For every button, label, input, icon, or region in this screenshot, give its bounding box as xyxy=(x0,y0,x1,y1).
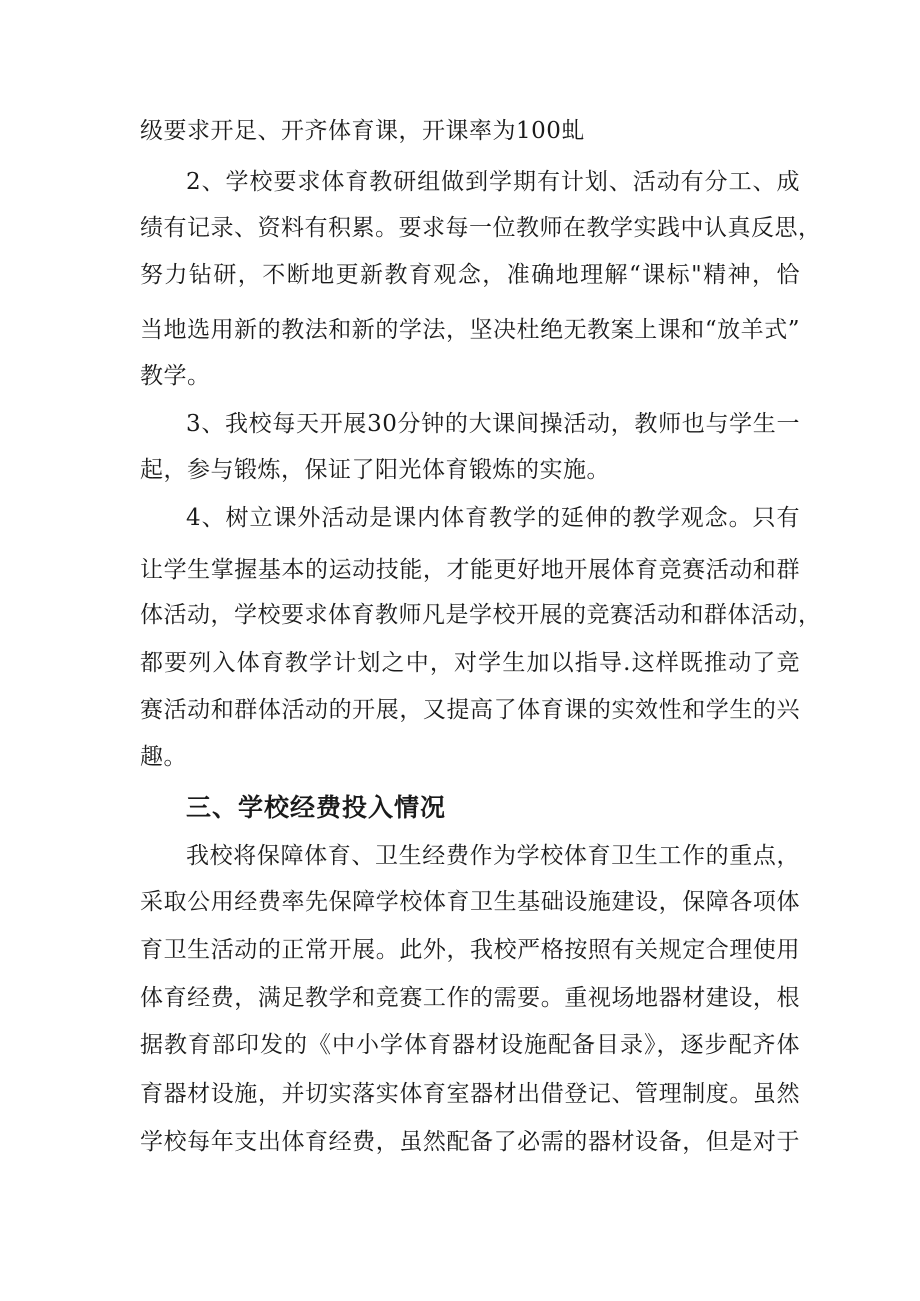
text-line: 教学。 xyxy=(140,363,211,389)
text-line: 趣。 xyxy=(140,744,187,770)
section-heading: 三、学校经费投入情况 xyxy=(186,793,447,822)
text-line: 育卫生活动的正常开展。此外，我校严格按照有关规定合理使用 xyxy=(140,937,800,963)
text-line: 2、学校要求体育教研组做到学期有计划、活动有分工、成 xyxy=(186,169,800,195)
text-line: 采取公用经费率先保障学校体育卫生基础设施建设，保障各项体 xyxy=(140,889,800,915)
text-line: 努力钻研，不断地更新教育观念，准确地理解“课标"精神，恰 xyxy=(140,262,800,288)
text-line: 体育经费，满足教学和竞赛工作的需要。重视场地器材建设，根 xyxy=(140,985,800,1011)
text-line: 3、我校每天开展30分钟的大课间操活动，教师也与学生一 xyxy=(186,411,800,437)
text-line: 让学生掌握基本的运动技能，才能更好地开展体育竞赛活动和群 xyxy=(140,557,800,583)
text-line: 学校每年支出体育经费，虽然配备了必需的器材设备，但是对于 xyxy=(140,1129,800,1155)
text-line: 体活动，学校要求体育教师凡是学校开展的竞赛活动和群体活动， xyxy=(140,602,822,628)
text-line: 我校将保障体育、卫生经费作为学校体育卫生工作的重点， xyxy=(186,843,800,869)
text-line: 都要列入体育教学计划之中，对学生加以指导.这样既推动了竞 xyxy=(140,650,800,676)
text-line: 据教育部印发的《中小学体育器材设施配备目录》，逐步配齐体 xyxy=(140,1032,800,1058)
text-line: 当地选用新的教法和新的学法，坚决杜绝无教案上课和“放羊式” xyxy=(140,317,800,343)
text-line: 起，参与锻炼，保证了阳光体育锻炼的实施。 xyxy=(140,457,610,483)
text-line: 4、树立课外活动是课内体育教学的延伸的教学观念。只有 xyxy=(186,505,800,531)
text-line: 级要求开足、开齐体育课，开课率为100虬 xyxy=(140,118,585,144)
text-line: 赛活动和群体活动的开展，又提高了体育课的实效性和学生的兴 xyxy=(140,697,800,723)
text-line: 育器材设施，并切实落实体育室器材出借登记、管理制度。虽然 xyxy=(140,1081,800,1107)
text-line: 绩有记录、资料有积累。要求每一位教师在教学实践中认真反思， xyxy=(140,215,822,241)
